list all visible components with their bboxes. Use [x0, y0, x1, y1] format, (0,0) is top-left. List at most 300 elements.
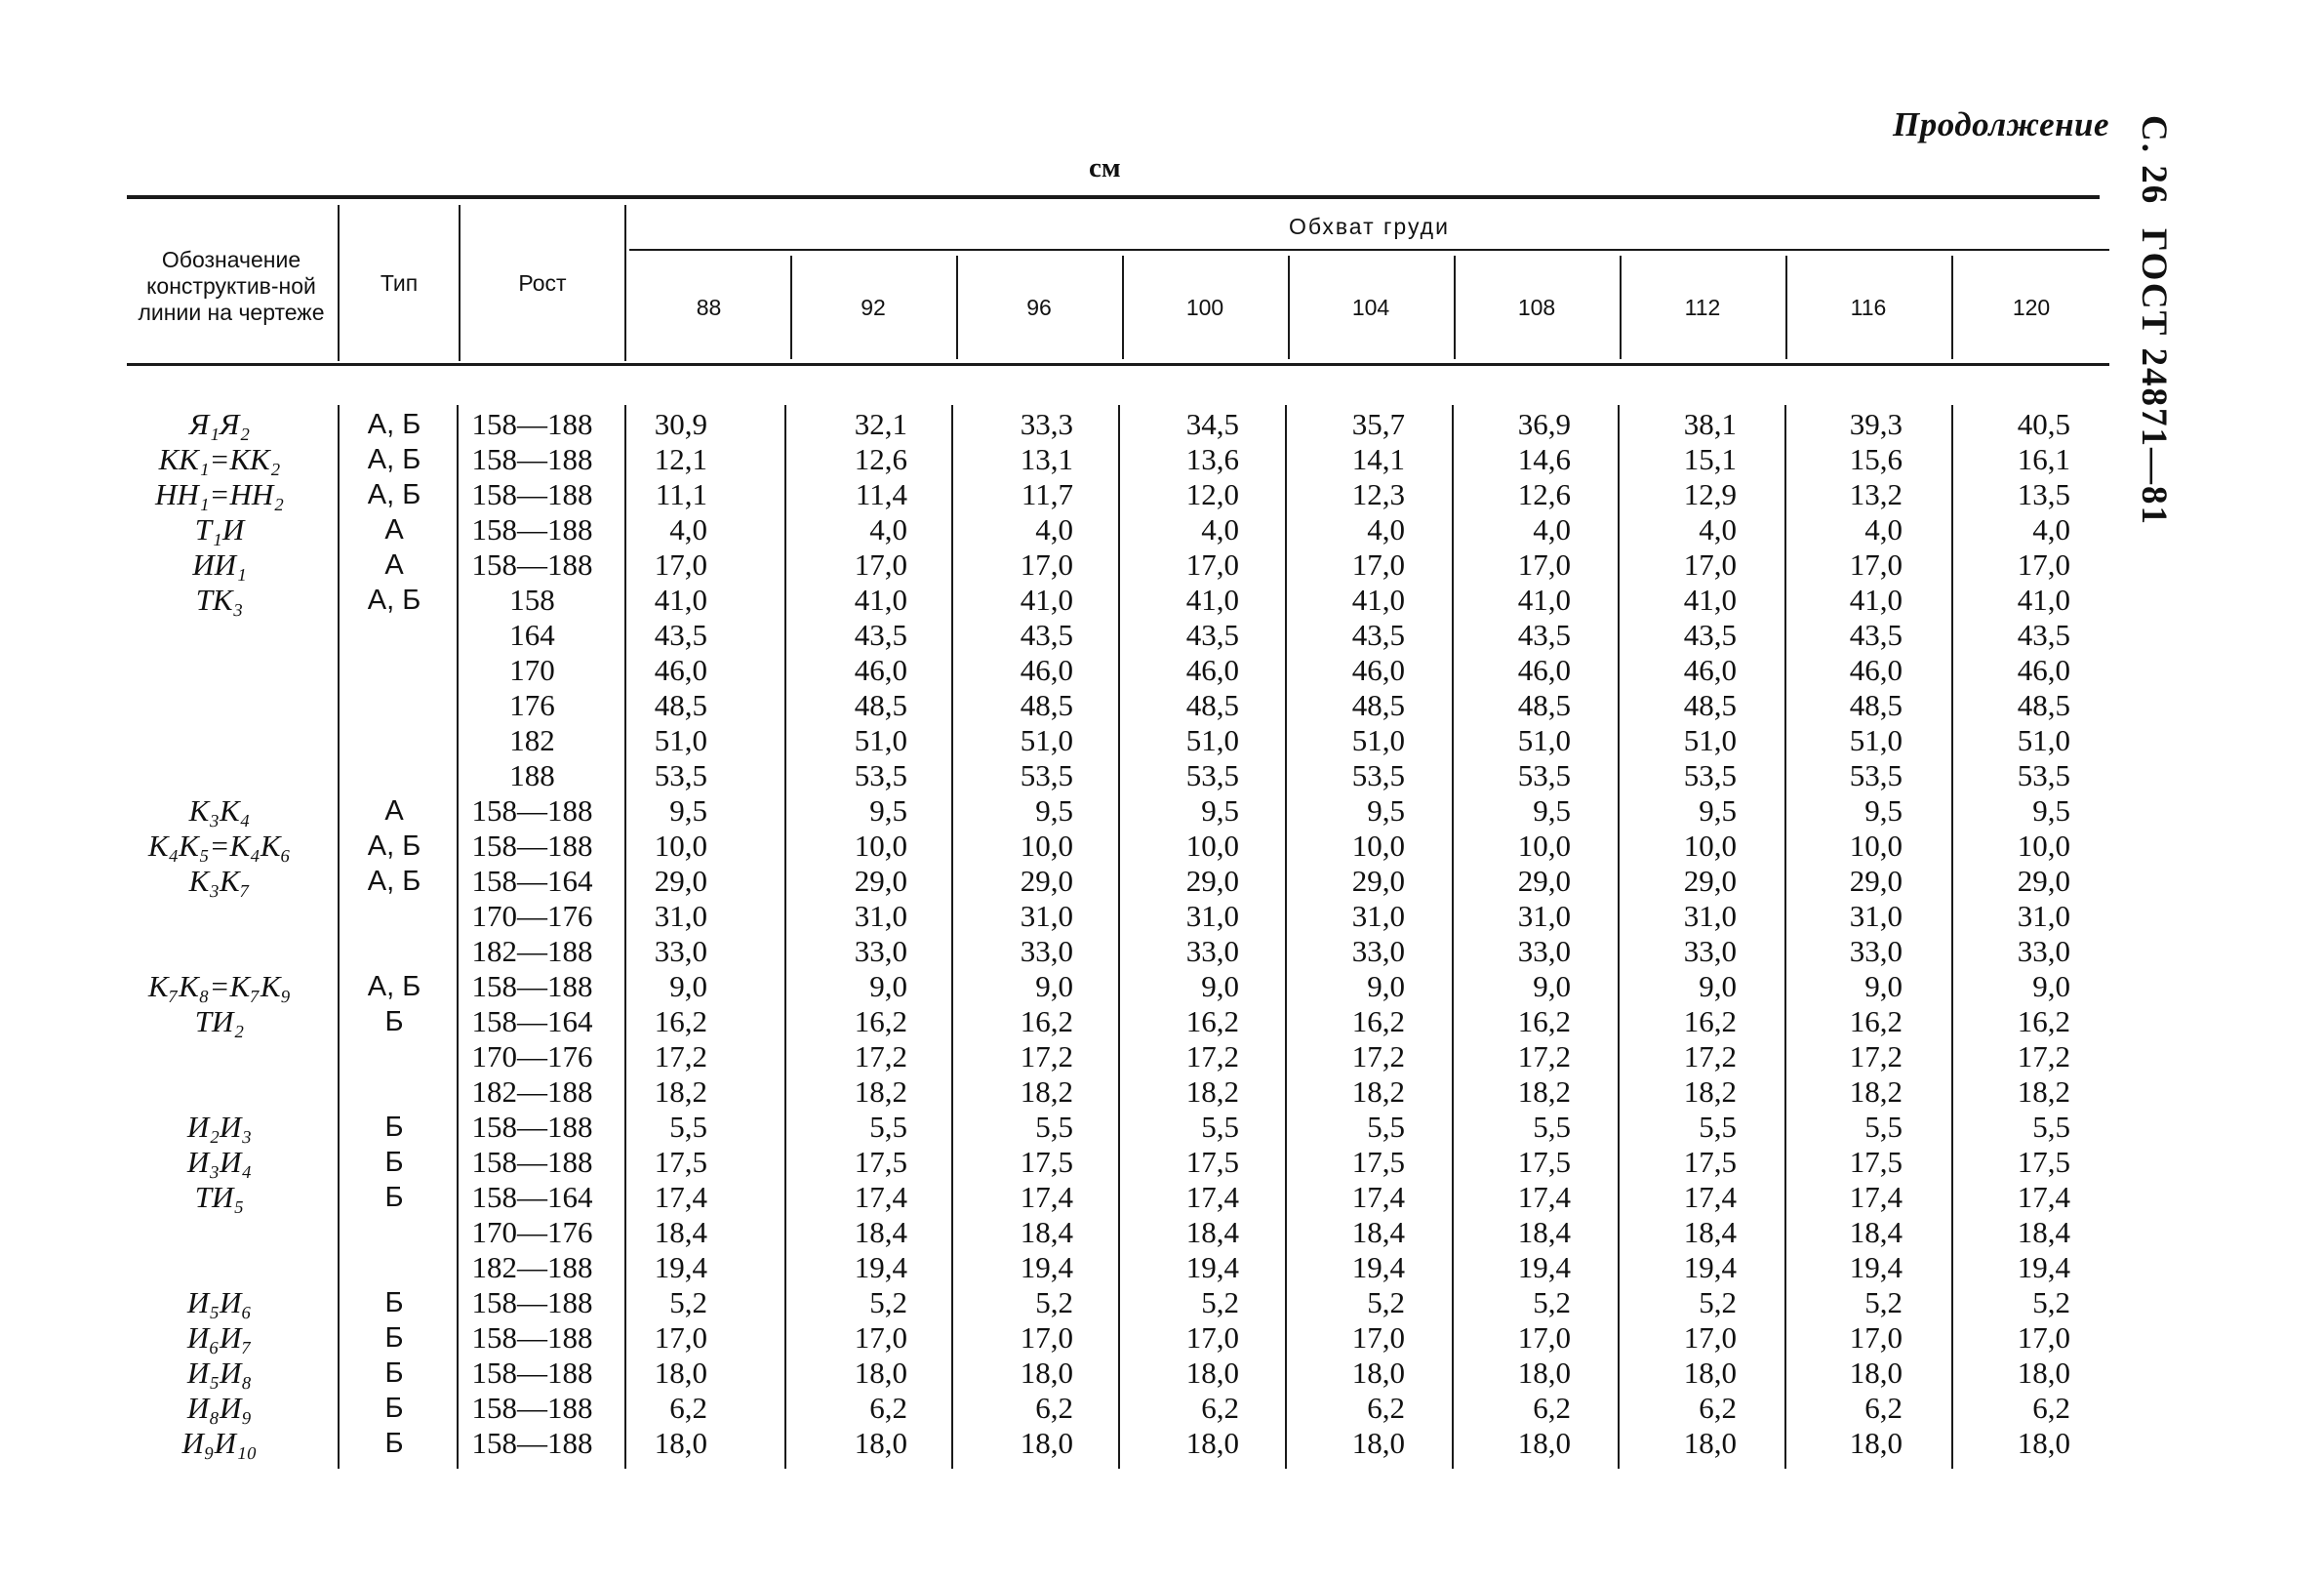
value-cell: 9,5: [1367, 793, 1405, 828]
value-cell: 5,2: [1201, 1285, 1239, 1319]
value-cell: 41,0: [1849, 583, 1903, 617]
header-bottom-rule: [127, 363, 2109, 366]
table-row: [0, 1180, 2324, 1215]
table-row: [0, 829, 2324, 864]
value-cell: 31,0: [854, 899, 907, 933]
value-cell: 4,0: [1533, 512, 1571, 547]
value-cell: 18,2: [1517, 1074, 1571, 1109]
value-cell: 43,5: [1683, 618, 1737, 652]
height-cell: 170—176: [471, 1039, 593, 1073]
value-cell: 16,2: [1517, 1004, 1571, 1038]
value-cell: 53,5: [1351, 758, 1405, 792]
header-chest-116: 116: [1850, 294, 1887, 320]
value-cell: 18,0: [2017, 1426, 2070, 1460]
value-cell: 9,5: [2032, 793, 2070, 828]
value-cell: 51,0: [1683, 723, 1737, 757]
value-cell: 17,4: [654, 1180, 707, 1214]
designation-cell: И₅И₈: [186, 1356, 253, 1390]
value-cell: 17,5: [854, 1145, 907, 1179]
table-row: [0, 618, 2324, 653]
height-cell: 170—176: [471, 899, 593, 933]
value-cell: 31,0: [1683, 899, 1737, 933]
value-cell: 18,4: [654, 1215, 707, 1249]
value-cell: 46,0: [1683, 653, 1737, 687]
value-cell: 33,3: [1020, 407, 1073, 441]
value-cell: 34,5: [1185, 407, 1239, 441]
value-cell: 18,4: [1517, 1215, 1571, 1249]
height-cell: 158—188: [471, 477, 593, 511]
value-cell: 17,2: [854, 1039, 907, 1073]
value-cell: 18,4: [2017, 1215, 2070, 1249]
value-cell: 33,0: [854, 934, 907, 968]
header-height: Рост: [518, 269, 567, 296]
value-cell: 10,0: [1517, 829, 1571, 863]
value-cell: 6,2: [669, 1391, 707, 1425]
table-row: [0, 1285, 2324, 1320]
table-row: [0, 1145, 2324, 1180]
designation-cell: ИИ₁: [192, 547, 247, 582]
value-cell: 18,4: [854, 1215, 907, 1249]
value-cell: 16,2: [854, 1004, 907, 1038]
value-cell: 10,0: [2017, 829, 2070, 863]
value-cell: 17,2: [1517, 1039, 1571, 1073]
type-cell: А, Б: [367, 830, 421, 862]
value-cell: 40,5: [2017, 407, 2070, 441]
value-cell: 11,7: [1021, 477, 1073, 511]
value-cell: 18,0: [654, 1426, 707, 1460]
value-cell: 18,4: [1351, 1215, 1405, 1249]
value-cell: 16,2: [1849, 1004, 1903, 1038]
value-cell: 5,5: [2032, 1110, 2070, 1144]
value-cell: 14,6: [1517, 442, 1571, 476]
height-cell: 158—188: [471, 1426, 593, 1460]
value-cell: 41,0: [1517, 583, 1571, 617]
value-cell: 18,4: [1683, 1215, 1737, 1249]
table-row: [0, 864, 2324, 899]
height-cell: 182—188: [471, 1074, 593, 1109]
value-cell: 43,5: [1020, 618, 1073, 652]
header-chest-100: 100: [1185, 294, 1224, 320]
column-divider: [459, 205, 461, 361]
table-row: [0, 1004, 2324, 1039]
value-cell: 17,4: [1020, 1180, 1073, 1214]
value-cell: 17,0: [1517, 547, 1571, 582]
value-cell: 4,0: [1699, 512, 1737, 547]
type-cell: Б: [384, 1357, 404, 1389]
value-cell: 29,0: [2017, 864, 2070, 898]
value-cell: 33,0: [2017, 934, 2070, 968]
height-cell: 182: [509, 723, 555, 757]
type-cell: Б: [384, 1322, 404, 1354]
value-cell: 9,5: [869, 793, 907, 828]
value-cell: 29,0: [654, 864, 707, 898]
designation-cell: К₃К₄: [188, 793, 251, 828]
value-cell: 6,2: [1699, 1391, 1737, 1425]
value-cell: 53,5: [1683, 758, 1737, 792]
value-cell: 41,0: [2017, 583, 2070, 617]
value-cell: 29,0: [1185, 864, 1239, 898]
value-cell: 12,1: [654, 442, 707, 476]
value-cell: 18,2: [654, 1074, 707, 1109]
value-cell: 31,0: [1849, 899, 1903, 933]
value-cell: 31,0: [1185, 899, 1239, 933]
value-cell: 18,2: [2017, 1074, 2070, 1109]
table-body: [0, 407, 2324, 1461]
value-cell: 17,2: [1849, 1039, 1903, 1073]
value-cell: 18,0: [1683, 1356, 1737, 1390]
table-row: [0, 793, 2324, 829]
height-cell: 158—188: [471, 1391, 593, 1425]
value-cell: 33,0: [1517, 934, 1571, 968]
value-cell: 53,5: [1020, 758, 1073, 792]
value-cell: 18,2: [1020, 1074, 1073, 1109]
value-cell: 11,1: [655, 477, 707, 511]
designation-cell: К₄К₅=К₄К₆: [147, 829, 292, 863]
value-cell: 19,4: [1020, 1250, 1073, 1284]
type-cell: Б: [384, 1182, 404, 1213]
value-cell: 29,0: [1351, 864, 1405, 898]
height-cell: 158—188: [471, 793, 593, 828]
value-cell: 17,0: [1683, 547, 1737, 582]
header-type: Тип: [380, 269, 419, 296]
value-cell: 41,0: [854, 583, 907, 617]
value-cell: 10,0: [1020, 829, 1073, 863]
value-cell: 29,0: [1020, 864, 1073, 898]
value-cell: 17,4: [2017, 1180, 2070, 1214]
value-cell: 51,0: [654, 723, 707, 757]
height-cell: 158—188: [471, 1145, 593, 1179]
value-cell: 17,4: [1351, 1180, 1405, 1214]
designation-cell: ТК₃: [195, 583, 244, 617]
height-cell: 158—188: [471, 969, 593, 1003]
value-cell: 18,4: [1849, 1215, 1903, 1249]
designation-cell: И₉И₁₀: [181, 1426, 258, 1460]
table-row: [0, 1215, 2324, 1250]
column-divider: [338, 205, 340, 361]
value-cell: 17,5: [1020, 1145, 1073, 1179]
designation-cell: КК₁=КК₂: [158, 442, 281, 476]
value-cell: 48,5: [654, 688, 707, 722]
height-cell: 158—188: [471, 1356, 593, 1390]
value-cell: 19,4: [854, 1250, 907, 1284]
value-cell: 41,0: [1020, 583, 1073, 617]
value-cell: 5,2: [1367, 1285, 1405, 1319]
value-cell: 46,0: [854, 653, 907, 687]
value-cell: 5,5: [669, 1110, 707, 1144]
value-cell: 16,2: [1351, 1004, 1405, 1038]
value-cell: 15,1: [1683, 442, 1737, 476]
value-cell: 16,1: [2017, 442, 2070, 476]
value-cell: 31,0: [1351, 899, 1405, 933]
table-row: [0, 723, 2324, 758]
value-cell: 46,0: [1185, 653, 1239, 687]
table-row: [0, 477, 2324, 512]
value-cell: 33,0: [1849, 934, 1903, 968]
value-cell: 30,9: [654, 407, 707, 441]
value-cell: 51,0: [1185, 723, 1239, 757]
value-cell: 43,5: [2017, 618, 2070, 652]
value-cell: 33,0: [1185, 934, 1239, 968]
value-cell: 51,0: [1351, 723, 1405, 757]
value-cell: 4,0: [1201, 512, 1239, 547]
value-cell: 53,5: [1185, 758, 1239, 792]
value-cell: 9,0: [1035, 969, 1073, 1003]
value-cell: 41,0: [1351, 583, 1405, 617]
header-chest-112: 112: [1684, 294, 1721, 320]
header-chest-104: 104: [1351, 294, 1390, 320]
value-cell: 13,1: [1020, 442, 1073, 476]
value-cell: 19,4: [1849, 1250, 1903, 1284]
table-row: [0, 688, 2324, 723]
designation-cell: НН₁=НН₂: [154, 477, 285, 511]
type-cell: А, Б: [367, 585, 421, 616]
height-cell: 158—188: [471, 547, 593, 582]
value-cell: 18,4: [1020, 1215, 1073, 1249]
value-cell: 17,0: [654, 1320, 707, 1355]
value-cell: 6,2: [2032, 1391, 2070, 1425]
table-row: [0, 1250, 2324, 1285]
height-cell: 158—188: [471, 1285, 593, 1319]
value-cell: 41,0: [1185, 583, 1239, 617]
value-cell: 31,0: [2017, 899, 2070, 933]
height-cell: 158—164: [471, 864, 593, 898]
table-row: [0, 512, 2324, 547]
value-cell: 9,5: [1035, 793, 1073, 828]
value-cell: 17,0: [1849, 1320, 1903, 1355]
value-cell: 36,9: [1517, 407, 1571, 441]
designation-cell: ТИ₅: [194, 1180, 245, 1214]
value-cell: 17,4: [1517, 1180, 1571, 1214]
value-cell: 5,5: [1035, 1110, 1073, 1144]
value-cell: 17,2: [2017, 1039, 2070, 1073]
value-cell: 14,1: [1351, 442, 1405, 476]
value-cell: 48,5: [1849, 688, 1903, 722]
value-cell: 46,0: [2017, 653, 2070, 687]
table-row: [0, 934, 2324, 969]
type-cell: Б: [384, 1006, 404, 1037]
height-cell: 170—176: [471, 1215, 593, 1249]
value-cell: 17,0: [1185, 1320, 1239, 1355]
value-cell: 18,0: [1020, 1426, 1073, 1460]
value-cell: 48,5: [1020, 688, 1073, 722]
type-cell: А, Б: [367, 971, 421, 1002]
table-row: [0, 407, 2324, 442]
value-cell: 18,0: [1351, 1356, 1405, 1390]
value-cell: 9,0: [1367, 969, 1405, 1003]
value-cell: 48,5: [2017, 688, 2070, 722]
table-row: [0, 1426, 2324, 1461]
value-cell: 10,0: [854, 829, 907, 863]
value-cell: 18,0: [854, 1356, 907, 1390]
header-designation: Обозначение конструктив-ной линии на чертеже: [138, 246, 325, 325]
type-cell: Б: [384, 1428, 404, 1459]
value-cell: 4,0: [1864, 512, 1903, 547]
height-cell: 182—188: [471, 934, 593, 968]
table-row: [0, 1391, 2324, 1426]
table-row: [0, 1110, 2324, 1145]
value-cell: 43,5: [854, 618, 907, 652]
value-cell: 17,4: [1683, 1180, 1737, 1214]
value-cell: 35,7: [1351, 407, 1405, 441]
value-cell: 5,5: [1367, 1110, 1405, 1144]
value-cell: 9,0: [669, 969, 707, 1003]
value-cell: 18,0: [2017, 1356, 2070, 1390]
value-cell: 17,5: [1185, 1145, 1239, 1179]
value-cell: 39,3: [1849, 407, 1903, 441]
value-cell: 53,5: [2017, 758, 2070, 792]
value-cell: 19,4: [2017, 1250, 2070, 1284]
page-number: С. 26: [2134, 115, 2174, 206]
value-cell: 6,2: [1035, 1391, 1073, 1425]
value-cell: 5,5: [1201, 1110, 1239, 1144]
value-cell: 51,0: [854, 723, 907, 757]
value-cell: 6,2: [1864, 1391, 1903, 1425]
value-cell: 48,5: [1683, 688, 1737, 722]
value-cell: 33,0: [1683, 934, 1737, 968]
value-cell: 18,2: [1185, 1074, 1239, 1109]
value-cell: 53,5: [1517, 758, 1571, 792]
value-cell: 5,2: [669, 1285, 707, 1319]
height-cell: 158—188: [471, 1110, 593, 1144]
type-cell: А, Б: [367, 409, 421, 440]
header-chest-96: 96: [1026, 294, 1052, 320]
value-cell: 5,2: [1533, 1285, 1571, 1319]
value-cell: 17,5: [654, 1145, 707, 1179]
table-row: [0, 583, 2324, 618]
height-cell: 158—188: [471, 829, 593, 863]
value-cell: 4,0: [669, 512, 707, 547]
value-cell: 17,2: [654, 1039, 707, 1073]
designation-cell: И₆И₇: [186, 1320, 253, 1355]
value-cell: 10,0: [1185, 829, 1239, 863]
value-cell: 17,2: [1020, 1039, 1073, 1073]
type-cell: А: [384, 514, 404, 546]
value-cell: 12,6: [1517, 477, 1571, 511]
value-cell: 19,4: [1351, 1250, 1405, 1284]
value-cell: 10,0: [654, 829, 707, 863]
header-chest-120: 120: [2012, 294, 2051, 320]
value-cell: 4,0: [2032, 512, 2070, 547]
value-cell: 9,5: [1533, 793, 1571, 828]
table-row: [0, 969, 2324, 1004]
value-cell: 43,5: [1351, 618, 1405, 652]
header-chest-88: 88: [696, 294, 722, 320]
designation-cell: И₈И₉: [186, 1391, 253, 1425]
unit-label: см: [1089, 152, 1121, 183]
designation-cell: Т₁И: [194, 512, 245, 547]
table-row: [0, 1356, 2324, 1391]
designation-cell: К₇К₈=К₇К₉: [147, 969, 292, 1003]
height-cell: 170: [509, 653, 555, 687]
value-cell: 9,0: [1201, 969, 1239, 1003]
value-cell: 18,0: [854, 1426, 907, 1460]
value-cell: 5,2: [1035, 1285, 1073, 1319]
value-cell: 17,0: [854, 547, 907, 582]
value-cell: 18,2: [1849, 1074, 1903, 1109]
value-cell: 33,0: [654, 934, 707, 968]
value-cell: 9,0: [869, 969, 907, 1003]
value-cell: 46,0: [1849, 653, 1903, 687]
height-cell: 158—188: [471, 442, 593, 476]
value-cell: 46,0: [1517, 653, 1571, 687]
type-cell: Б: [384, 1112, 404, 1143]
height-cell: 158—164: [471, 1004, 593, 1038]
height-cell: 158—164: [471, 1180, 593, 1214]
value-cell: 18,0: [1517, 1426, 1571, 1460]
header-chest-92: 92: [861, 294, 886, 320]
value-cell: 17,0: [1517, 1320, 1571, 1355]
value-cell: 6,2: [1367, 1391, 1405, 1425]
column-divider: [624, 205, 626, 361]
value-cell: 13,2: [1849, 477, 1903, 511]
value-cell: 16,2: [654, 1004, 707, 1038]
value-cell: 17,0: [1683, 1320, 1737, 1355]
value-cell: 51,0: [1020, 723, 1073, 757]
height-cell: 164: [509, 618, 555, 652]
value-cell: 6,2: [869, 1391, 907, 1425]
value-cell: 5,2: [1699, 1285, 1737, 1319]
value-cell: 19,4: [1517, 1250, 1571, 1284]
value-cell: 17,0: [654, 547, 707, 582]
height-cell: 182—188: [471, 1250, 593, 1284]
height-cell: 158: [509, 583, 555, 617]
value-cell: 19,4: [1683, 1250, 1737, 1284]
table-row: [0, 1039, 2324, 1074]
value-cell: 46,0: [654, 653, 707, 687]
designation-cell: И₂И₃: [186, 1110, 253, 1144]
value-cell: 17,5: [1849, 1145, 1903, 1179]
value-cell: 10,0: [1351, 829, 1405, 863]
value-cell: 17,0: [2017, 1320, 2070, 1355]
table-row: [0, 442, 2324, 477]
table-top-rule: [127, 195, 2100, 199]
value-cell: 33,0: [1020, 934, 1073, 968]
value-cell: 12,6: [854, 442, 907, 476]
value-cell: 32,1: [854, 407, 907, 441]
value-cell: 10,0: [1849, 829, 1903, 863]
value-cell: 17,5: [1517, 1145, 1571, 1179]
value-cell: 48,5: [1517, 688, 1571, 722]
value-cell: 43,5: [1517, 618, 1571, 652]
value-cell: 18,0: [1517, 1356, 1571, 1390]
value-cell: 53,5: [1849, 758, 1903, 792]
value-cell: 17,0: [1351, 547, 1405, 582]
value-cell: 4,0: [1367, 512, 1405, 547]
value-cell: 51,0: [1849, 723, 1903, 757]
value-cell: 6,2: [1533, 1391, 1571, 1425]
height-cell: 188: [509, 758, 555, 792]
value-cell: 51,0: [2017, 723, 2070, 757]
height-cell: 158—188: [471, 407, 593, 441]
value-cell: 9,0: [1533, 969, 1571, 1003]
value-cell: 17,0: [854, 1320, 907, 1355]
type-cell: А, Б: [367, 479, 421, 510]
value-cell: 17,0: [1020, 1320, 1073, 1355]
value-cell: 33,0: [1351, 934, 1405, 968]
value-cell: 16,2: [2017, 1004, 2070, 1038]
value-cell: 17,0: [1351, 1320, 1405, 1355]
value-cell: 29,0: [1517, 864, 1571, 898]
table-row: [0, 1074, 2324, 1110]
value-cell: 9,5: [669, 793, 707, 828]
value-cell: 43,5: [1849, 618, 1903, 652]
value-cell: 48,5: [1185, 688, 1239, 722]
table-row: [0, 1320, 2324, 1356]
type-cell: А, Б: [367, 444, 421, 475]
value-cell: 31,0: [1517, 899, 1571, 933]
value-cell: 51,0: [1517, 723, 1571, 757]
designation-cell: ТИ₂: [194, 1004, 245, 1038]
